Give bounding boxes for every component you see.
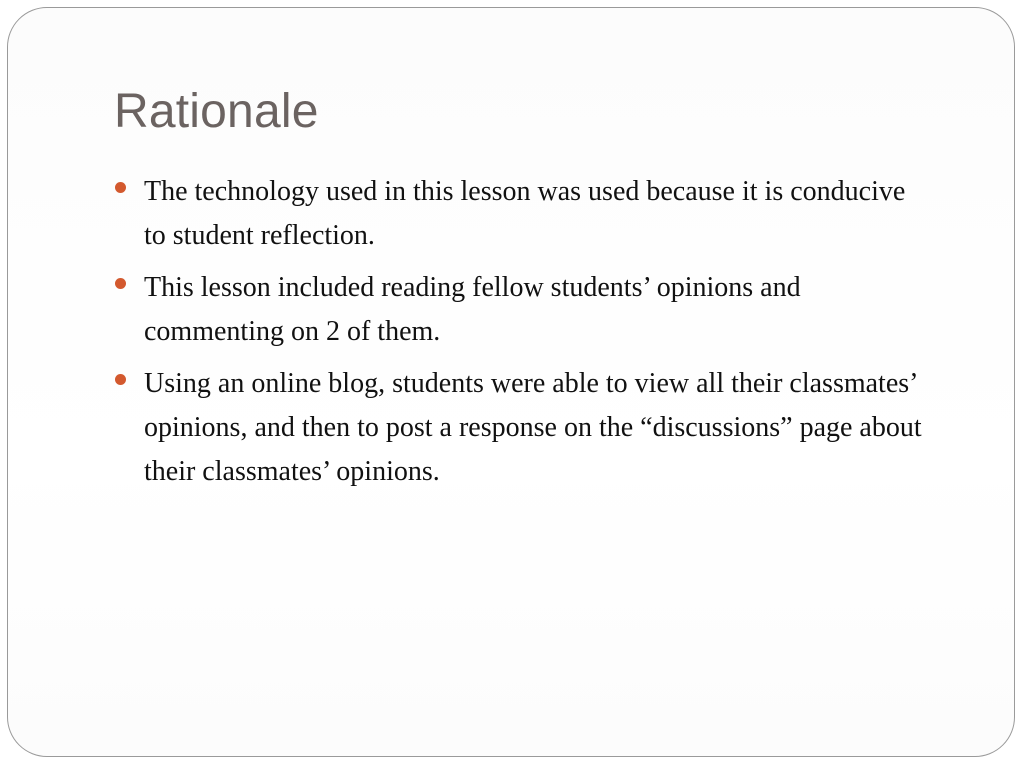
bullet-item — [114, 362, 934, 494]
bullet-text: The technology used in this lesson was used because it is conducive to student reflection. — [144, 176, 906, 251]
bullet-item — [114, 170, 934, 258]
bullet-list — [114, 170, 934, 502]
bullet-text: This lesson included reading fellow students’ opinions and commenting on 2 of them. — [144, 272, 801, 347]
bullet-text: Using an online blog, students were able to view all their classmates’ opinions, and then to post a response on the “discussions” page about their classmates’ opinions. — [144, 368, 922, 487]
bullet-dot-icon — [115, 278, 126, 289]
bullet-item — [114, 266, 934, 354]
slide-title: Rationale — [114, 85, 319, 138]
bullet-dot-icon — [115, 182, 126, 193]
bullet-dot-icon — [115, 374, 126, 385]
